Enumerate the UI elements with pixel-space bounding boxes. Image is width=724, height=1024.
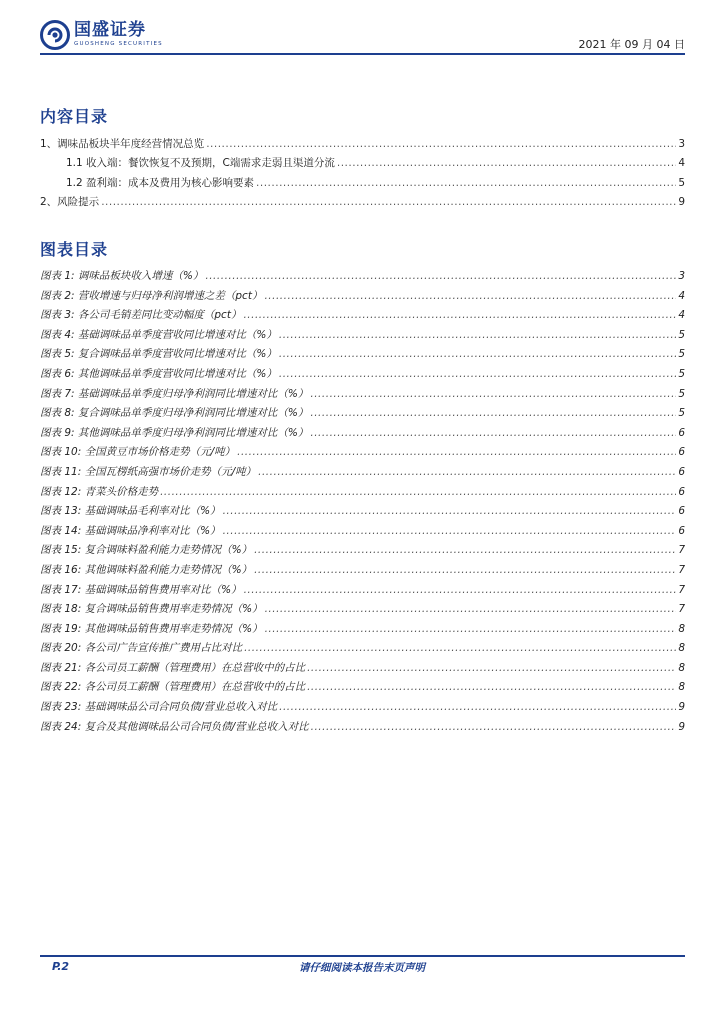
figures-entry-page: 7: [678, 583, 685, 596]
figures-entry-label: 图表 14: 基础调味品净利率对比（%）: [40, 524, 221, 537]
figures-entry[interactable]: [40, 542, 685, 562]
figures-entry[interactable]: [40, 268, 685, 288]
dot-leader: [160, 486, 676, 498]
figures-entry[interactable]: [40, 444, 685, 464]
figures-entry-label: 图表 11: 全国瓦楞纸高强市场价走势（元/吨）: [40, 465, 257, 478]
figures-entry-label: 图表 13: 基础调味品毛利率对比（%）: [40, 505, 221, 518]
figures-entry-label: 图表 12: 青菜头价格走势: [40, 485, 159, 498]
figures-entry-page: 6: [678, 505, 685, 518]
footer-divider: [40, 955, 685, 957]
dot-leader: [337, 157, 676, 169]
disclaimer-note: 请仔细阅读本报告末页声明: [299, 962, 425, 974]
figures-entry-label: 图表 8: 复合调味品单季度归母净利润同比增速对比（%）: [40, 407, 309, 420]
figures-entry[interactable]: [40, 562, 685, 582]
toc-entry-page: 4: [678, 157, 685, 170]
figures-entry-page: 4: [678, 289, 685, 302]
toc-entry-label: 1、调味品板块半年度经营情况总览: [40, 138, 205, 150]
figures-entry[interactable]: [40, 307, 685, 327]
toc-entry-label: 1.1 收入端：餐饮恢复不及预期，C端需求走弱且渠道分流: [66, 157, 335, 170]
figures-entry-page: 5: [678, 367, 685, 380]
figures-entry[interactable]: [40, 601, 685, 621]
figures-entry[interactable]: [40, 699, 685, 719]
figures-entry-page: 9: [678, 701, 685, 714]
figures-entry-label: 图表 20: 各公司广告宣传推广费用占比对比: [40, 642, 243, 655]
dot-leader: [244, 642, 676, 654]
toc-entry[interactable]: [40, 194, 685, 213]
toc-entry[interactable]: [40, 136, 685, 155]
dot-leader: [237, 446, 676, 458]
figures-entry[interactable]: [40, 484, 685, 504]
dot-leader: [310, 388, 676, 400]
figures-entry-label: 图表 16: 其他调味料盈利能力走势情况（%）: [40, 563, 253, 576]
toc-entry[interactable]: [40, 155, 685, 174]
figures-entry-page: 4: [678, 309, 685, 322]
figures-entry[interactable]: [40, 503, 685, 523]
toc-list: [40, 136, 685, 214]
figures-entry[interactable]: [40, 621, 685, 641]
figures-entry[interactable]: [40, 523, 685, 543]
toc-entry-page: 9: [678, 196, 685, 209]
dot-leader: [254, 544, 676, 556]
toc-entry-page: 5: [678, 176, 685, 189]
figures-entry-page: 6: [678, 485, 685, 498]
dot-leader: [279, 701, 676, 713]
figures-entry-page: 6: [678, 524, 685, 537]
toc-entry-label: 2、风险提示: [40, 196, 100, 209]
dot-leader: [279, 368, 676, 380]
dot-leader: [243, 309, 676, 321]
figures-entry-page: 7: [678, 603, 685, 616]
figures-entry[interactable]: [40, 660, 685, 680]
toc-title: 内容目录: [40, 107, 109, 126]
figures-entry-label: 图表 19: 其他调味品销售费用率走势情况（%）: [40, 622, 263, 635]
figures-entry-label: 图表 15: 复合调味料盈利能力走势情况（%）: [40, 544, 253, 557]
dot-leader: [223, 525, 677, 537]
page-header: [40, 20, 685, 54]
dot-leader: [265, 603, 677, 615]
brand-logo: [40, 20, 163, 50]
figures-entry[interactable]: [40, 582, 685, 602]
figures-entry-page: 8: [678, 661, 685, 674]
dot-leader: [101, 196, 676, 208]
figures-entry[interactable]: [40, 719, 685, 739]
dot-leader: [258, 466, 676, 478]
figures-entry-label: 图表 7: 基础调味品单季度归母净利润同比增速对比（%）: [40, 387, 309, 400]
figures-entry-label: 图表 22: 各公司员工薪酬（管理费用）在总营收中的占比: [40, 681, 306, 694]
dot-leader: [223, 505, 677, 517]
dot-leader: [310, 427, 676, 439]
toc-entry[interactable]: [40, 175, 685, 194]
figures-entry-label: 图表 2: 营收增速与归母净利润增速之差（pct）: [40, 289, 263, 302]
figures-entry-label: 图表 24: 复合及其他调味品公司合同负债/营业总收入对比: [40, 720, 309, 733]
page-number: P.2: [52, 960, 70, 973]
dot-leader: [307, 681, 676, 693]
figures-entry-page: 6: [678, 465, 685, 478]
toc-entry-label: 1.2 盈利端：成本及费用为核心影响要素: [66, 176, 255, 189]
figures-entry[interactable]: [40, 386, 685, 406]
figures-entry[interactable]: [40, 405, 685, 425]
dot-leader: [307, 662, 676, 674]
figures-entry-label: 图表 9: 其他调味品单季度归母净利润同比增速对比（%）: [40, 426, 309, 439]
figures-entry-page: 5: [678, 407, 685, 420]
figures-entry-page: 5: [678, 387, 685, 400]
figures-entry-label: 图表 4: 基础调味品单季度营收同比增速对比（%）: [40, 328, 277, 341]
figures-entry-page: 7: [678, 544, 685, 557]
figures-title: 图表目录: [40, 240, 109, 259]
figures-entry-label: 图表 18: 复合调味品销售费用率走势情况（%）: [40, 603, 263, 616]
dot-leader: [206, 138, 676, 150]
figures-entry[interactable]: [40, 346, 685, 366]
toc-entry-page: 3: [678, 138, 685, 150]
figures-entry[interactable]: [40, 366, 685, 386]
figures-entry-label: 图表 1: 调味品板块收入增速（%）: [40, 270, 204, 282]
brand-name-en: GUOSHENG SECURITIES: [74, 41, 163, 47]
figures-entry[interactable]: [40, 327, 685, 347]
dot-leader: [310, 407, 676, 419]
figures-entry-label: 图表 17: 基础调味品销售费用率对比（%）: [40, 583, 242, 596]
figures-entry-page: 8: [678, 681, 685, 694]
dot-leader: [279, 348, 676, 360]
figures-entry[interactable]: [40, 464, 685, 484]
figures-entry-page: 6: [678, 446, 685, 459]
figures-entry-label: 图表 10: 全国黄豆市场价格走势（元/吨）: [40, 446, 236, 459]
figures-entry-label: 图表 6: 其他调味品单季度营收同比增速对比（%）: [40, 367, 277, 380]
figures-entry-label: 图表 3: 各公司毛销差同比变动幅度（pct）: [40, 309, 242, 322]
figures-list: [40, 268, 685, 738]
figures-entry-label: 图表 5: 复合调味品单季度营收同比增速对比（%）: [40, 348, 277, 361]
figures-entry[interactable]: [40, 679, 685, 699]
dot-leader: [205, 270, 676, 282]
figures-entry[interactable]: [40, 288, 685, 308]
brand-logo-icon: [40, 20, 70, 50]
dot-leader: [265, 623, 677, 635]
figures-entry-page: 8: [678, 642, 685, 655]
figures-entry[interactable]: [40, 425, 685, 445]
figures-entry-page: 9: [678, 720, 685, 733]
dot-leader: [256, 177, 676, 189]
figures-entry-label: 图表 21: 各公司员工薪酬（管理费用）在总营收中的占比: [40, 661, 306, 674]
dot-leader: [311, 721, 677, 733]
dot-leader: [264, 290, 676, 302]
figures-entry[interactable]: [40, 640, 685, 660]
dot-leader: [279, 329, 676, 341]
brand-name-cn: 国盛证券: [74, 20, 146, 40]
figures-entry-page: 6: [678, 426, 685, 439]
header-divider: [40, 53, 685, 55]
dot-leader: [244, 584, 677, 596]
figures-entry-page: 8: [678, 622, 685, 635]
figures-entry-page: 5: [678, 348, 685, 361]
figures-entry-page: 3: [678, 270, 685, 282]
figures-entry-page: 5: [678, 328, 685, 341]
figures-entry-label: 图表 23: 基础调味品公司合同负债/营业总收入对比: [40, 701, 278, 714]
figures-entry-page: 7: [678, 563, 685, 576]
dot-leader: [254, 564, 676, 576]
report-date: 2021 年 09 月 04 日: [578, 38, 685, 51]
